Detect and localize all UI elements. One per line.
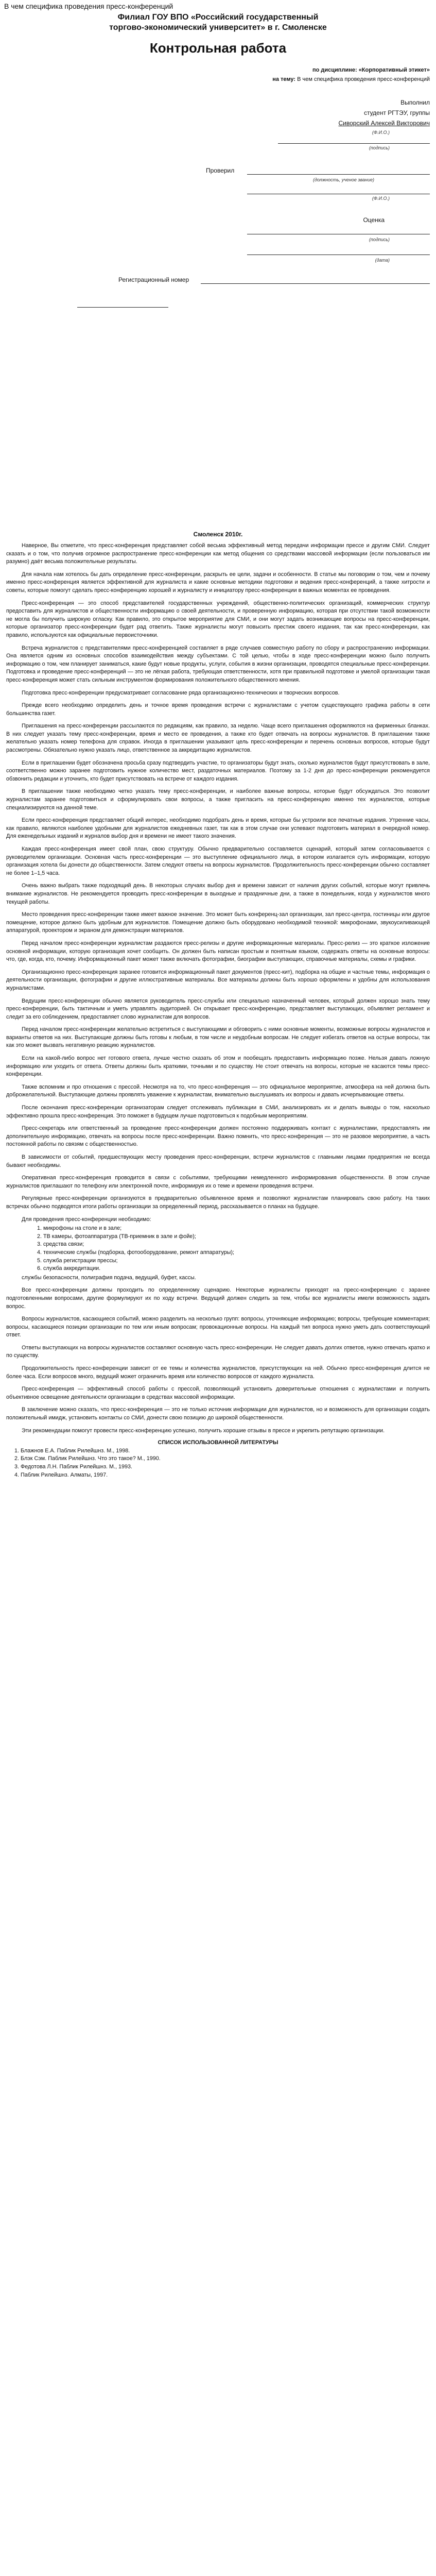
- paragraph: Каждая пресс-конференция имеет свой план, свою структуру. Обычно предварительно составляется сценарий, который затем согласовывается с руководителем организации. Основная часть пресс-конференции — это выступление официального лица, в котором излагается суть информации, которую организация хотела бы донести до общественности. Затем следуют ответы на вопросы журналистов. Продолжительность пресс-конференции обычно составляет не более 1–1,5 часа.: [6, 846, 430, 876]
- work-title: Контрольная работа: [149, 40, 287, 56]
- references-title: СПИСОК ИСПОЛЬЗОВАННОЙ ЛИТЕРАТУРЫ: [158, 1439, 278, 1446]
- document-body: [6, 542, 430, 1479]
- paragraph: Также вспомним и про отношения с прессой. Несмотря на то, что пресс-конференция — это официальное мероприятие, атмосфера на ней должна быть доброжелательной. Выступающие должны проявлять уважение к журналистам, внимательно выслушивать их вопросы и давать исчерпывающие ответы.: [6, 1083, 430, 1098]
- paragraph: Прежде всего необходимо определить день и точное время проведения встречи с журналистами с учетом существующего графика работы в сети большинства газет.: [6, 702, 430, 717]
- grade-label: Оценка: [363, 216, 385, 224]
- city-year: Смоленск 2010г.: [193, 531, 243, 538]
- list-item: 2. ТВ камеры, фотоаппаратура (ТВ-приемник в зале и фойе);: [37, 1233, 196, 1240]
- registration-label: Регистрационный номер: [118, 276, 189, 283]
- institution-header: [0, 12, 436, 33]
- checked-line: [247, 174, 430, 175]
- theme-line: [272, 76, 430, 82]
- paragraph: Если в приглашении будет обозначена просьба сразу подтвердить участие, то организаторы будут знать, сколько журналистов будут присутствовать в зале, соответственно можно заранее подготовить нужное количество мест, раздаточных материалов. Поэтому за 1-2 дня до пресс-конференции рекомендуется обзвонить редакции и уточнить, кто будет присутствовать на встрече от каждого издания.: [6, 759, 430, 782]
- list-intro: Для проведения пресс-конференции необходимо:: [22, 1216, 151, 1223]
- rank-caption: (должность, ученое звание): [312, 177, 374, 182]
- discipline-label: по дисциплине:: [312, 67, 357, 73]
- paragraph: Очень важно выбрать также подходящий день. В некоторых случаях выбор дня и времени зависит от наличия других событий, которые могут привлечь внимание журналистов. Не рекомендуется проводить пресс-конференции в выходные и праздничные дни, а также в понедельник, когда у журналистов много текущей работы.: [6, 883, 430, 905]
- fio-caption: (Ф.И.О.): [372, 130, 390, 135]
- list-item: 1. микрофоны на столе и в зале;: [37, 1225, 122, 1232]
- reference-item: 4. Паблик Рилейшнз. Алматы, 1997.: [21, 1471, 430, 1480]
- institution-line-2: торгово-экономический университет» в г. Смоленске: [109, 23, 327, 32]
- paragraph: Место проведения пресс-конференции также имеет важное значение. Это может быть конференц-зал организации, зал пресс-центра, гостиницы или другое помещение, которое должно быть удобным для журналистов. Помещение должно быть оборудовано необходимой техникой: микрофонами, звукоусиливающей аппаратурой, проектором и экраном для демонстрации материалов.: [6, 911, 430, 934]
- paragraph: Оперативная пресс-конференция проводится в связи с событиями, требующими немедленного информирования общественности. В этом случае журналистов приглашают по телефону или электронной почте, информируя их о теме и времени проведения встречи.: [6, 1175, 430, 1189]
- theme-value: В чем специфика проведения пресс-конференций: [297, 76, 430, 82]
- checked-label: Проверил: [206, 167, 235, 174]
- paragraph: Все пресс-конференции должны проходить по определенному сценарию. Некоторые журналисты приходят на пресс-конференцию с заранее подготовленными вопросами, другие формулируют их по ходу встречи. Ведущий должен следить за тем, чтобы все журналисты имели возможность задать вопрос.: [6, 1287, 430, 1310]
- list-item: 5. служба регистрации прессы;: [37, 1257, 118, 1264]
- signature-caption: (подпись): [369, 145, 390, 150]
- requirements-list: [37, 1225, 430, 1273]
- paragraph: В приглашении также необходимо четко указать тему пресс-конференции, и наиболее важные вопросы, которые будут обсуждаться. Это позволит журналистам заранее подготовиться и сформулировать свои вопросы, а также пригласить на пресс-конференцию именно тех журналистов, которые специализируются на данной теме.: [6, 788, 430, 811]
- paragraph: После окончания пресс-конференции организаторам следует отслеживать публикации в СМИ, анализировать их и делать выводы о том, насколько эффективно прошла пресс-конференция. Это поможет в будущем лучше подготовиться к подобным мероприятиям.: [6, 1105, 430, 1119]
- paragraph: Пресс-секретарь или ответственный за проведение пресс-конференции должен постоянно поддерживать контакт с журналистами, предоставлять им дополнительную информацию, отвечать на вопросы после пресс-конференции. Важно помнить, что пресс-конференция — это не разовое мероприятие, а часть постоянной работы по связям с общественностью.: [6, 1125, 430, 1148]
- list-item: 6. служба аккредитации.: [37, 1265, 101, 1272]
- paragraph: Организационно пресс-конференция заранее готовится информационный пакет документов (пресс-кит), подборка на общие и частные темы, информация о деятельности организации, фотографии и другие иллюстративные материалы. Все материалы должны быть хорошо оформлены и удобны для использования журналистами.: [6, 969, 430, 991]
- paragraph: Продолжительность пресс-конференции зависит от ее темы и количества журналистов, присутствующих на ней. Обычно пресс-конференция длится не более часа. Если вопросов много, ведущий может ограничить время или количество вопросов от каждого журналиста.: [6, 1365, 430, 1380]
- discipline-value: «Корпоративный этикет»: [358, 67, 430, 73]
- list-item: 4. технические службы (подборка, фотооборудование, ремонт аппаратуры);: [37, 1249, 234, 1256]
- reference-item: 1. Блажнов Е.А. Паблик Рилейшнз. М., 1998.: [21, 1447, 430, 1455]
- date-caption: (дата): [375, 258, 390, 263]
- discipline-line: [312, 67, 430, 73]
- paragraph: Наверное, Вы отметите, что пресс-конференция представляет собой весьма эффективный метод передачи информации прессе и другим СМИ. Следует сказать и о том, что получив огромное распространение пресс-конференции как метод общения со средствами массовой информации (если пользоваться им разумно) даёт весьма положительные результаты.: [6, 543, 430, 565]
- registration-line: [201, 283, 430, 284]
- paragraph: Ответы выступающих на вопросы журналистов составляют основную часть пресс-конференции. Не следует давать долгих ответов, нужно отвечать кратко и по существу.: [6, 1344, 430, 1359]
- paragraph: Регулярные пресс-конференции организуются в предварительно объявленное время и позволяют журналистам планировать свою работу. На таких встречах обычно подводятся итоги работы организации за определенный период, рассказывается о планах на будущее.: [6, 1195, 430, 1210]
- paragraph: В зависимости от событий, предшествующих месту проведения пресс-конференции, встречи журналистов с главными лицами предприятия не всегда бывают необходимы.: [6, 1154, 430, 1168]
- paragraph: Вопросы журналистов, касающиеся событий, можно разделить на несколько групп: вопросы, уточняющие информацию; вопросы, требующие комментария; вопросы, касающиеся позиции организации по тем или иным вопросам; провокационные вопросы. На каждый тип вопроса нужно уметь дать соответствующий ответ.: [6, 1316, 430, 1338]
- paragraph: Пресс-конференция — эффективный способ работы с прессой, позволяющий установить доверительные отношения с журналистами и получить объективное освещение деятельности организации в средствах массовой информации.: [6, 1386, 430, 1400]
- paragraph: Приглашения на пресс-конференции рассылаются по редакциям, как правило, за неделю. Чаще всего приглашения оформляются на фирменных бланках. В них следует указать тему пресс-конференции, время и место ее проведения, а также кто будет отвечать на вопросы журналистов. В приглашении также желательно указать номер телефона для справок. Иногда в приглашении указывают цель пресс-конференции и перечень основных вопросов, которые будут рассмотрены. Обязательно нужно указать лицо, ответственное за аккредитацию журналистов.: [6, 723, 430, 754]
- paragraph: Перед началом пресс-конференции журналистам раздаются пресс-релизы и другие информационные материалы. Пресс-релиз — это краткое изложение основной информации, которую организация хочет сообщить. Он должен быть написан простым и понятным языком, содержать ответы на основные вопросы: что, где, когда, кто, почему. Информационный пакет может также включать фотографии, биографии выступающих, справочные материалы, схемы и графики.: [6, 940, 430, 963]
- reference-item: 2. Блэк Сэм. Паблик Рилейшнз. Что это такое? М., 1990.: [21, 1455, 430, 1463]
- student-line: студент РГТЭУ, группы: [363, 109, 430, 116]
- paragraph: Ведущим пресс-конференции обычно является руководитель пресс-службы или специально назначенный человек, который должен хорошо знать тему пресс-конференции, быть тактичным и уметь управлять аудиторией. Он открывает пресс-конференцию, представляет выступающих, объявляет регламент и следит за его соблюдением, предоставляет слово журналистам для вопросов.: [6, 997, 430, 1020]
- paragraph: Пресс-конференция — это способ представителей государственных учреждений, общественно-политических организаций, коммерческих структур предоставить для журналистов и общественности информацию о своей деятельности, и проверенную информацию, которая при отсутствии такой возможности не могла бы получить широкую огласку. Как правило, это открытое мероприятие для СМИ, и они могут задать возникающие вопросы на пресс-конференции, которые организатор пресс-конференции будет рад ответить. Также журналисты могут повысить престиж своего издания, так как пресс-конференции, как правило, используются как официальные первоисточники.: [6, 600, 430, 638]
- reference-item: 3. Федотова Л.Н. Паблик Рилейшнз. М., 1993.: [21, 1463, 430, 1471]
- signature-caption-2: (подпись): [369, 237, 390, 242]
- paragraph: Встреча журналистов с представителями пресс-конференцией составляет в ряде случаев совместную работу по сбору и распространению информации. Она является одним из основных способов взаимодействия между субъектами. С той целью, чтобы в ходе пресс-конференции можно было получить информацию о том, чем планирует заниматься, какие будут новые продукты, услуги, события в жизни организации, проводятся специальные пресс-конференции. Подготовка и проведение пресс-конференций — это не лёгкая работа, требующая ответственности, хотя при правильной подготовке и умелой организации такая пресс-конференция может стать сильным инструментом формирования положительного общественного мнения.: [6, 645, 430, 683]
- institution-line-1: Филиал ГОУ ВПО «Российский государственный: [117, 13, 319, 22]
- paragraph: службы безопасности, полиграфия подача, ведущий, буфет, кассы.: [22, 1274, 196, 1281]
- paragraph: Для начала нам хотелось бы дать определение пресс-конференции, раскрыть ее цели, задачи и особенности. В статье мы поговорим о том, чем и почему именно пресс-конференция является эффективной для журналиста и какие основные методики подготовки и ведения пресс-конференций, а также хитрости и советы, которые помогут сделать пресс-конференцию хорошей и журналисту и инициатору пресс-конференции в важных моментах ее проведения.: [6, 571, 430, 594]
- document-top-title: В чем специфика проведения пресс-конференций: [4, 2, 173, 10]
- list-item: 3. средства связи;: [37, 1241, 84, 1248]
- paragraph: Если на какой-либо вопрос нет готового ответа, лучше честно сказать об этом и пообещать предоставить информацию позже. Нельзя давать ложную информацию или уходить от ответа. Ответы должны быть краткими, точными и по существу. Не стоит отвечать на вопросы, которые не касаются темы пресс-конференции.: [6, 1055, 430, 1078]
- paragraph: В заключение можно сказать, что пресс-конференция — это не только источник информации для журналистов, но и возможность для организации создать положительный имидж, установить контакты со СМИ, донести свою позицию до широкой общественности.: [6, 1406, 430, 1421]
- registration-line-2: [77, 307, 168, 308]
- paragraph: Подготовка пресс-конференции предусматривает согласование ряда организационно-технических и творческих вопросов.: [22, 689, 340, 696]
- done-label: Выполнил: [400, 99, 430, 106]
- student-name: Сиворский Алексей Викторович: [338, 120, 430, 127]
- fio-caption-2: (Ф.И.О.): [372, 196, 390, 201]
- theme-label: на тему:: [272, 76, 296, 82]
- signature-line: [278, 143, 430, 144]
- paragraph: Эти рекомендации помогут провести пресс-конференцию успешно, получить хорошие отзывы в прессе и укрепить репутацию организации.: [22, 1427, 385, 1434]
- references-list: [6, 1447, 430, 1479]
- paragraph: Перед началом пресс-конференции желательно встретиться с выступающими и обговорить с ними основные моменты, возможные вопросы журналистов и варианты ответов на них. Выступающие должны быть готовы к любым, в том числе и неудобным вопросам. Не следует избегать ответов на острые вопросы, так как это может вызвать негативную реакцию журналистов.: [6, 1026, 430, 1049]
- paragraph: Если пресс-конференция представляет общий интерес, необходимо подобрать день и время, которые бы устроили все печатные издания. Утренние часы, как правило, являются наиболее удобными для журналистов ежедневных газет, так как в этом случае они успевают подготовить материал в очередной номер. Для еженедельных изданий и журналов выбор дня и времени не имеет такого значения.: [6, 817, 430, 840]
